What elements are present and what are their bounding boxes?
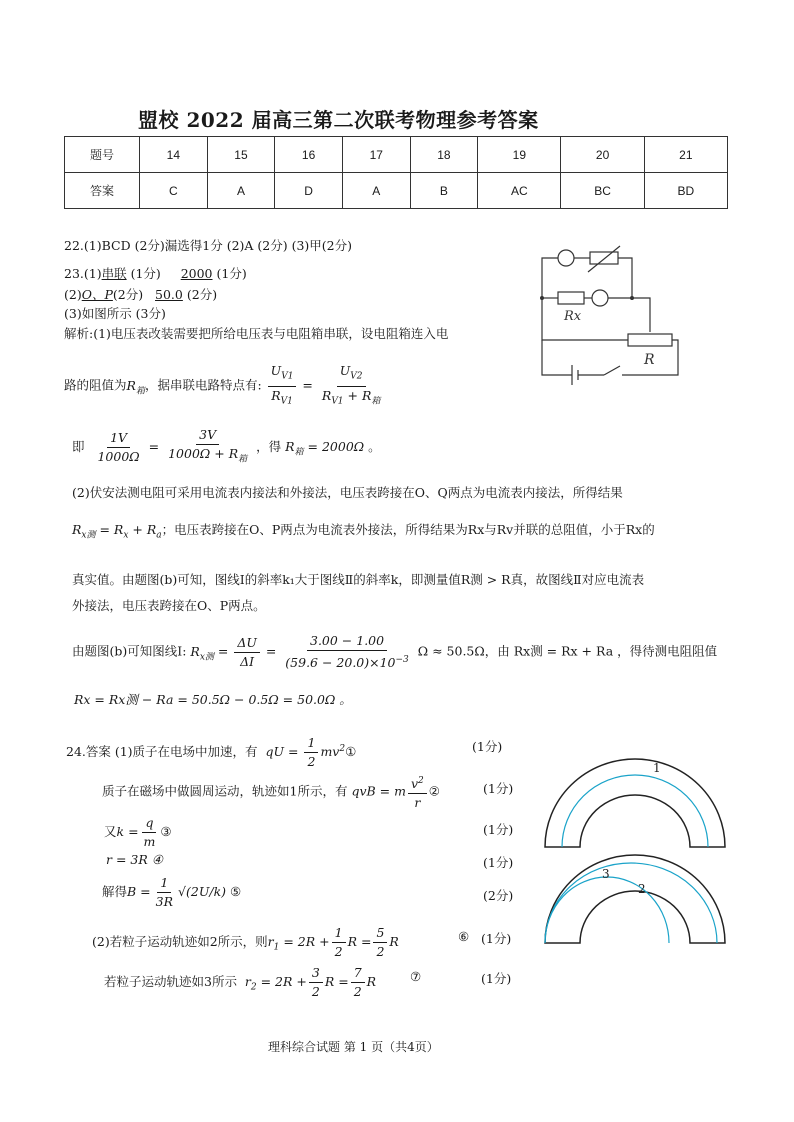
q24-line-5: 解得B = $\frac{1}{3R}$ √(2U/k) ⑤ [102,875,242,909]
table-row-numbers [65,137,728,173]
circled-4: ④ [151,852,163,867]
table-cell: 20 [561,137,644,173]
circled-3: ③ [160,824,172,839]
eq-half-2: $\frac{1}{2}$ [332,924,346,961]
table-cell: AC [478,173,561,209]
row-label-numbers: 题号 [65,137,140,173]
q23-analysis-2b: ，据串联电路特点有: [144,377,262,393]
formula-inner: $R_{x测} = R_x + R_a$ [72,522,162,541]
q24-line-4 [106,852,163,868]
q23-part2-line-4: 外接法，电压表跨接在O、P两点。 [72,598,266,613]
eq-b: $\frac{1}{3R}$ [155,875,174,909]
circled-2: ② [428,783,440,799]
table-cell: 21 [644,137,727,173]
arc-label-1: 1 [653,761,661,775]
resistance-box-icon [590,252,618,264]
q24-score-2: (1分) [483,781,514,796]
eq-half: $\frac{1}{2}$ [304,734,318,771]
rheostat-icon [628,334,672,346]
q24-score-1: (1分) [472,739,503,754]
q24-score-7: (1分) [481,971,512,986]
q23-analysis-1: 解析:(1)电压表改装需要把所给电压表与电阻箱串联，设电阻箱连入电 [64,326,449,341]
table-cell: BC [561,173,644,209]
q23-part2-line-2-text: ；电压表跨接在O、P两点为电流表外接法，所得结果为Rx与Rv并联的总阻值，小于Rx的 [161,522,655,537]
q24-l7-text: 若粒子运动轨迹如3所示 [104,974,237,989]
q23-result: Rx = Rx测 − Ra = 50.5Ω − 0.5Ω = 50.0Ω 。 [74,692,352,707]
q23-score-4: (2分) [186,287,218,302]
q24-line-7: 若粒子运动轨迹如3所示 $r_2 = 2R$ + $\frac{3}{2}$ R = $\frac{7}{2}$ R [104,965,377,999]
p3-mid: ，由 Rx测 = Rx + Ra ，得待测电阻阻值 [484,643,718,659]
eq-qm: $\frac{q}{m}$ [143,815,156,849]
circled-1: ① [345,744,357,759]
arc-label-3: 3 [602,867,610,881]
eq-fraction-4: $\frac{3V}{1000\Omega + R_箱}$ [168,427,248,465]
answer-table [64,136,728,209]
q22-answer: 22.(1)BCD (2分)漏选得1分 (2)A (2分) (3)甲(2分) [64,238,352,253]
q23-part2-line-2 [72,522,655,544]
r-label: R [644,352,655,368]
semicircular-field-region [545,855,725,943]
eq1-result: $R_箱 = 2000\Omega$ [285,438,365,458]
eq1-suffix: ，得 [256,438,282,454]
table-cell: 16 [275,137,343,173]
q23-l1-prefix: 23.(1) [64,266,102,281]
q24-line-1: 24.答案 (1)质子在电场中加速，有 qU = $\frac{1}{2}$ $mv^2①$ [66,735,357,769]
q23-line-1 [64,266,247,282]
rx-label: Rx [564,309,582,324]
q24-l6-text: (2)若粒子运动轨迹如2所示，则 [92,934,268,949]
q23-score-1: (1分) [130,266,161,281]
q24-l1-text: 24.答案 (1)质子在电场中加速，有 [66,744,258,759]
eq-fraction-2: $\frac{U_{V2}}{R_{V1} + R_箱}$ [321,363,381,406]
table-cell: A [207,173,275,209]
table-cell: BD [644,173,727,209]
switch-icon [604,366,620,375]
eq-3-2: $\frac{3}{2}$ [309,964,323,1001]
q23-analysis-2: 路的阻值为$R_箱$，据串联电路特点有: $\frac{U_{V1}}{R_{V1}}$ = $\frac{U_{V2}}{R_{V1} + R_箱}$ [64,362,385,410]
circled-6: ⑥ [458,929,470,944]
table-row-answers [65,173,728,209]
q24-l2-text: 质子在磁场中做圆周运动，轨迹如1所示，有 [102,783,348,799]
q24-line-6: (2)若粒子运动轨迹如2所示，则$r_1 = 2R$ + $\frac{1}{2}$ R = $\frac{5}{2}$ R [92,925,399,959]
ammeter-icon [592,290,608,306]
table-cell: D [275,173,343,209]
q24-score-4: (1分) [483,855,514,870]
page-footer: 理科综合试题 第 1 页（共4页） [268,1040,439,1054]
table-cell: 15 [207,137,275,173]
table-cell: 14 [140,137,208,173]
q24-l4-text: r = 3R [106,852,148,867]
table-cell: 17 [342,137,410,173]
q24-line-2: 质子在磁场中做圆周运动，轨迹如1所示，有 qvB = m $\frac{v^2}{r}$ ② [102,772,440,812]
eq-7-2: $\frac{7}{2}$ [351,964,365,1001]
q23-part2-line-3: 真实值。由题图(b)可知，图线Ⅰ的斜率k₁大于图线Ⅱ的斜率k，即测量值R测 > R真，故图线Ⅱ对应电流表 [72,572,645,587]
semicircular-field-region [545,759,725,847]
q23-line-2 [64,287,217,303]
resistance-symbol: $R_箱$ [126,377,145,396]
q24-line-3: 又k = $\frac{q}{m}$ ③ [104,815,172,849]
eq1-prefix: 即 [72,438,85,454]
q23-score-2: (1分) [216,266,247,281]
eq-v2r: $\frac{v^2}{r}$ [408,772,427,812]
q23-blank-3: O、P [81,287,113,302]
q23-equation-1: 即 $\frac{1V}{1000\Omega}$ = $\frac{3V}{1000\Omega + R_箱}$ ，得 $R_箱 = 2000\Omega$ 。 [72,426,381,469]
eq-fraction-1: $\frac{U_{V1}}{R_{V1}}$ [268,362,297,410]
magnetic-field-diagram-1 [540,752,730,852]
q23-blank-1: 串联 [101,266,127,281]
q24-score-3: (1分) [483,822,514,837]
q23-part2-line-1: (2)伏安法测电阻可采用电流表内接法和外接法，电压表跨接在O、Q两点为电流表内接法，所得结果 [72,485,623,500]
q23-score-3: (2分) [112,287,144,302]
q24-score-5: (2分) [483,888,514,903]
eq-fraction-5: $\frac{\Delta U}{\Delta I}$ [234,634,260,671]
rx-measured: $R_{x测}$ [190,643,214,663]
table-cell: B [410,173,478,209]
circled-5: ⑤ [230,884,242,899]
eq-fraction-3: $\frac{1V}{1000\Omega}$ [97,429,140,464]
q24-score-6: (1分) [481,931,512,946]
q23-l2-prefix: (2) [64,287,82,302]
row-label-answers: 答案 [65,173,140,209]
q23-blank-4: 50.0 [155,287,183,302]
q23-line-3: (3)如图所示 (3分) [64,306,166,321]
q24-l3-text: 又 [104,824,117,839]
q24-l5-text: 解得 [102,884,128,899]
table-cell: 19 [478,137,561,173]
table-cell: A [342,173,410,209]
q23-part3: 由题图(b)可知图线Ⅰ: $R_{x测}$ = $\frac{\Delta U}{\Delta I}$ = $\frac{3.00 - 1.00}{(59.6 - 20.0)\times 10^{-3}}$ Ω ≈ 50.5Ω，由 Rx测 = Rx + Ra ，得待测电阻阻值 [72,633,718,671]
voltmeter-icon [558,250,574,266]
q23-blank-2: 2000 [180,266,213,281]
circled-7: ⑦ [410,969,422,984]
resistor-rx-icon [558,292,584,304]
circuit-diagram [528,240,688,385]
table-cell: 18 [410,137,478,173]
page-title: 盟校 2022 届高三第二次联考物理参考答案 [138,108,539,132]
eq-fraction-6: $\frac{3.00 - 1.00}{(59.6 - 20.0)\times 10^{-3}}$ [285,633,409,671]
magnetic-field-diagram-2 [540,848,730,948]
arc-label-2: 2 [638,882,646,896]
q23-analysis-2a: 路的阻值为 [64,377,127,393]
table-cell: C [140,173,208,209]
p3-prefix: 由题图(b)可知图线Ⅰ: [72,643,187,659]
eq-5-2: $\frac{5}{2}$ [373,924,387,961]
